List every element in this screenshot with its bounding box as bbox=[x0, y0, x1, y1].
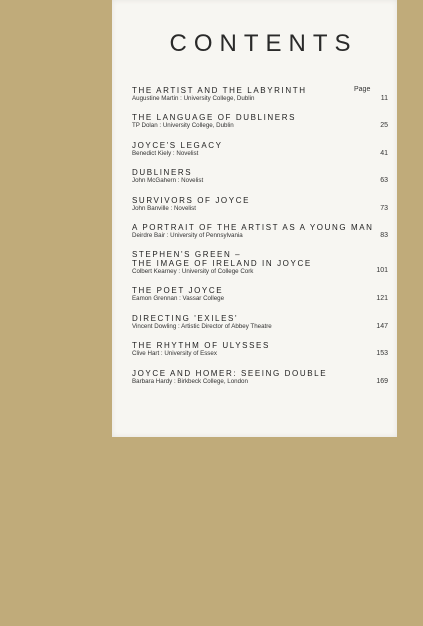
entry-page-number: 73 bbox=[380, 204, 388, 212]
entry-author: Benedict Kiely : Novelist bbox=[132, 149, 199, 157]
entry-author: John McGahern : Novelist bbox=[132, 177, 204, 185]
entry-page-number: 11 bbox=[380, 95, 388, 102]
entry-author: TP Dolan : University College, Dublin bbox=[132, 122, 234, 130]
entry-title: JOYCE'S LEGACY bbox=[132, 140, 223, 150]
entry-author: Colbert Kearney : University of College Cork bbox=[132, 268, 254, 276]
entry-title: A PORTRAIT OF THE ARTIST AS A YOUNG MAN bbox=[132, 222, 374, 232]
page-column-label: Page bbox=[354, 86, 371, 93]
entry-page-number: 169 bbox=[376, 377, 388, 385]
entry-title-line-2: THE IMAGE OF IRELAND IN JOYCE bbox=[132, 259, 312, 269]
entry-title: DIRECTING 'EXILES' bbox=[132, 313, 239, 323]
contents-entry bbox=[132, 313, 388, 341]
entry-author: Vincent Dowling : Artistic Director of Abbey Theatre bbox=[132, 322, 272, 330]
contents-entry bbox=[132, 168, 388, 195]
entry-author: Barbara Hardy : Birkbeck College, London bbox=[132, 377, 248, 385]
entry-title: STEPHEN'S GREEN – bbox=[132, 250, 242, 260]
contents-entry bbox=[132, 140, 388, 168]
entry-page-number: 63 bbox=[380, 177, 388, 185]
entry-author: Eamon Grennan : Vassar College bbox=[132, 295, 225, 303]
contents-entry bbox=[132, 195, 388, 223]
contents-entry bbox=[132, 86, 388, 113]
entry-title: DUBLINERS bbox=[132, 168, 193, 178]
entry-author: John Banville : Novelist bbox=[132, 204, 196, 212]
contents-list bbox=[132, 86, 388, 396]
page-title: CONTENTS bbox=[169, 30, 358, 57]
entry-page-number: 101 bbox=[376, 267, 388, 275]
entry-page-number: 147 bbox=[376, 322, 388, 330]
contents-entry bbox=[132, 222, 388, 250]
entry-author: Deirdre Bair : University of Pennsylvania bbox=[132, 231, 243, 239]
entry-title: JOYCE AND HOMER: SEEING DOUBLE bbox=[132, 368, 328, 378]
entry-page-number: 41 bbox=[380, 149, 388, 157]
contents-entry bbox=[132, 368, 388, 396]
entry-title: SURVIVORS OF JOYCE bbox=[132, 195, 251, 205]
book-page bbox=[112, 0, 397, 437]
entry-title: THE POET JOYCE bbox=[132, 286, 224, 296]
entry-page-number: 25 bbox=[380, 122, 388, 130]
entry-author: Clive Hart : University of Essex bbox=[132, 350, 217, 358]
contents-entry bbox=[132, 113, 388, 140]
entry-author: Augustine Martin : University College, Dublin bbox=[132, 95, 255, 102]
entry-title: THE LANGUAGE OF DUBLINERS bbox=[132, 113, 297, 123]
contents-entry bbox=[132, 341, 388, 368]
contents-entry bbox=[132, 250, 388, 286]
entry-page-number: 121 bbox=[376, 295, 388, 303]
entry-title: THE ARTIST AND THE LABYRINTH bbox=[132, 86, 307, 95]
contents-entry bbox=[132, 286, 388, 313]
entry-page-number: 153 bbox=[376, 350, 388, 358]
entry-title: THE RHYTHM OF ULYSSES bbox=[132, 341, 270, 351]
entry-page-number: 83 bbox=[380, 231, 388, 239]
